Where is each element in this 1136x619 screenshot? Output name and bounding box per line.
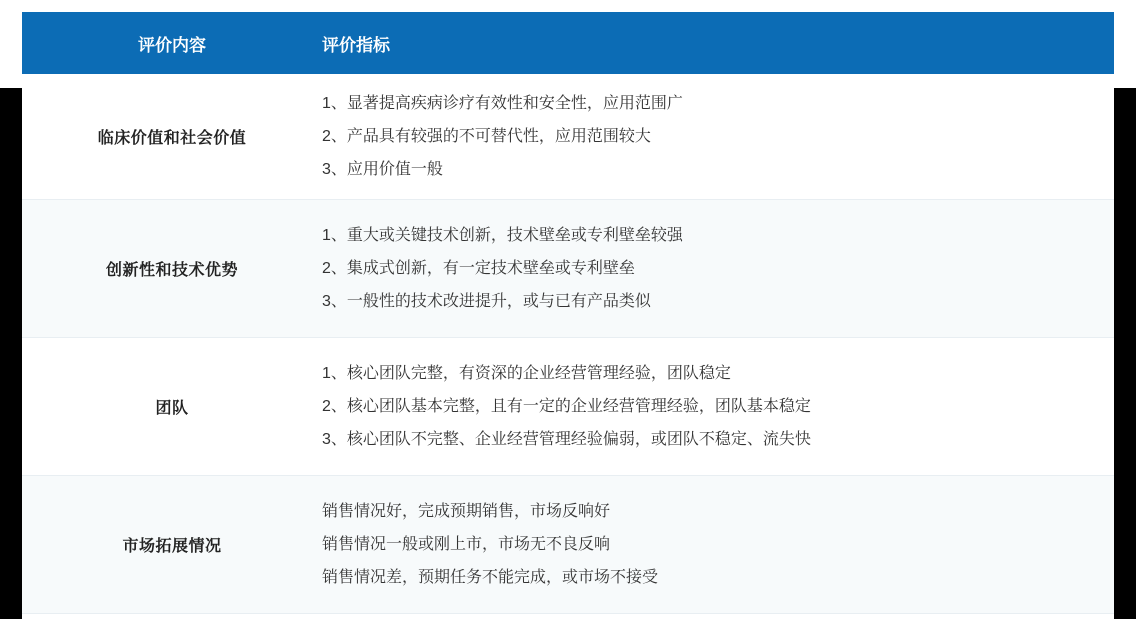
- list-item: 1、显著提高疾病诊疗有效性和安全性，应用范围广: [322, 95, 683, 112]
- evaluation-table: [22, 12, 1114, 614]
- row-name-market: 市场拓展情况: [22, 476, 322, 614]
- list-item: 1、核心团队完整，有资深的企业经营管理经验，团队稳定: [322, 365, 731, 382]
- table-body: [22, 74, 1114, 614]
- list-item: 2、产品具有较强的不可替代性，应用范围较大: [322, 128, 651, 145]
- list-item: 3、核心团队不完整、企业经营管理经验偏弱，或团队不稳定、流失快: [322, 431, 811, 448]
- page-margin-top-left: [0, 0, 22, 88]
- table-row: [22, 338, 1114, 476]
- row-items-clinical-value: [322, 74, 1114, 200]
- table-header: [22, 12, 1114, 74]
- list-item: 销售情况一般或刚上市，市场无不良反响: [322, 536, 611, 553]
- list-item: 销售情况好，完成预期销售，市场反响好: [322, 503, 611, 520]
- page-margin-left: [0, 88, 22, 619]
- table-row: [22, 200, 1114, 338]
- row-name-team: 团队: [22, 338, 322, 476]
- row-name-clinical-value: 临床价值和社会价值: [22, 74, 322, 200]
- column-header-content: 评价内容: [22, 12, 322, 74]
- page-margin-right: [1114, 88, 1136, 619]
- table-row: [22, 476, 1114, 614]
- table-row: [22, 74, 1114, 200]
- row-name-innovation: 创新性和技术优势: [22, 200, 322, 338]
- row-items-market: [322, 476, 1114, 614]
- column-header-indicator: 评价指标: [322, 12, 1114, 74]
- row-items-innovation: [322, 200, 1114, 338]
- list-item: 销售情况差，预期任务不能完成，或市场不接受: [322, 569, 659, 586]
- table-header-row: [22, 12, 1114, 74]
- list-item: 2、集成式创新，有一定技术壁垒或专利壁垒: [322, 260, 635, 277]
- list-item: 2、核心团队基本完整，且有一定的企业经营管理经验，团队基本稳定: [322, 398, 811, 415]
- list-item: 1、重大或关键技术创新，技术壁垒或专利壁垒较强: [322, 227, 683, 244]
- row-items-team: [322, 338, 1114, 476]
- list-item: 3、应用价值一般: [322, 161, 443, 178]
- list-item: 3、一般性的技术改进提升，或与已有产品类似: [322, 293, 651, 310]
